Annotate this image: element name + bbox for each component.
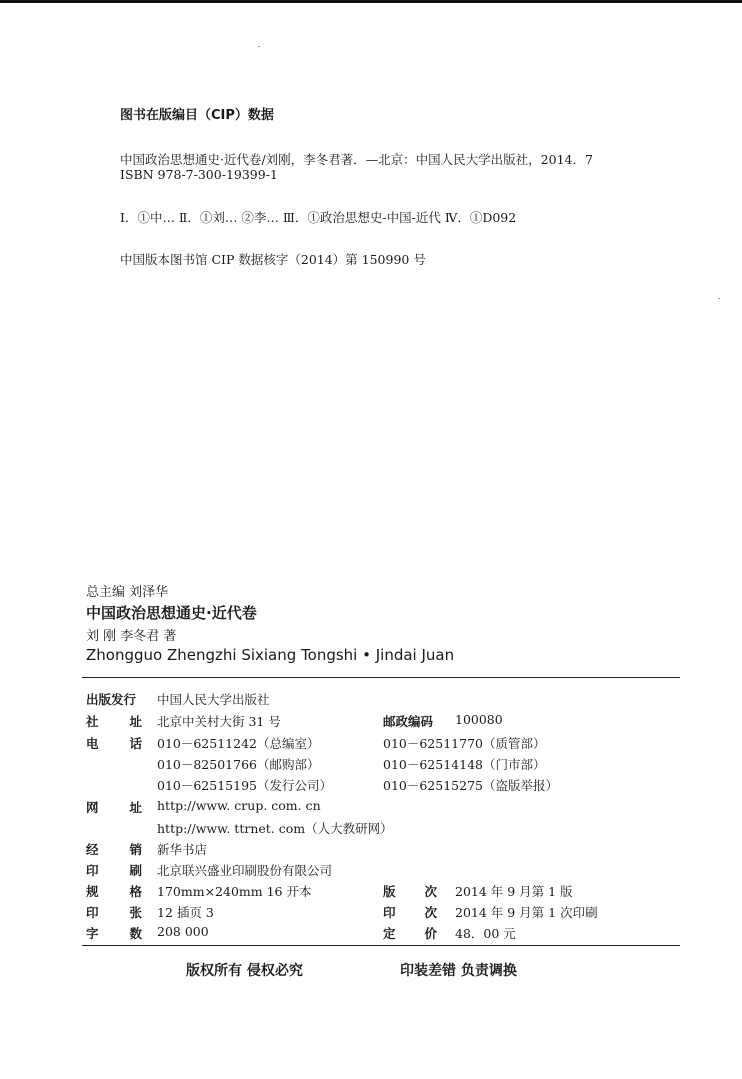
price-label-char: 价 bbox=[424, 926, 437, 941]
spec-value: 170mm×240mm 16 开本 bbox=[157, 884, 312, 899]
sheets-value: 12 插页 3 bbox=[157, 905, 214, 920]
edition-label bbox=[383, 882, 437, 900]
colophon-top-rule bbox=[82, 677, 680, 678]
printer-label-char: 印 bbox=[86, 863, 99, 878]
website-label bbox=[86, 798, 142, 816]
edition-label-char: 次 bbox=[424, 884, 437, 899]
price-value: 48．00 元 bbox=[455, 926, 516, 941]
publisher-value: 中国人民大学出版社 bbox=[157, 692, 270, 707]
address-label-char: 址 bbox=[129, 714, 142, 729]
phone-label bbox=[86, 734, 142, 752]
phone-left-3: 010－62515195（发行公司） bbox=[157, 778, 332, 793]
top-border-line bbox=[0, 0, 742, 3]
cip-bibliographic-line: 中国政治思想通史·近代卷/刘刚，李冬君著．—北京：中国人民大学出版社，2014．7 bbox=[120, 152, 593, 167]
website-link-2[interactable]: http://www. ttrnet. com（人大教研网） bbox=[157, 821, 393, 836]
distributor-label-char: 销 bbox=[129, 842, 142, 857]
spec-label-char: 格 bbox=[129, 884, 142, 899]
cip-data-number: 中国版本图书馆 CIP 数据核字（2014）第 150990 号 bbox=[120, 252, 426, 267]
chief-editor: 总主编 刘泽华 bbox=[86, 585, 169, 600]
price-label-char: 定 bbox=[383, 926, 396, 941]
word-count-label bbox=[86, 924, 142, 942]
edition-value: 2014 年 9 月第 1 版 bbox=[455, 884, 573, 899]
phone-right-1: 010－62511770（质管部） bbox=[383, 736, 546, 751]
postcode-value: 100080 bbox=[455, 712, 503, 727]
phone-right-3: 010－62515275（盗版举报） bbox=[383, 778, 558, 793]
phone-right-2: 010－62514148（门市部） bbox=[383, 757, 546, 772]
distributor-label bbox=[86, 840, 142, 858]
printer-label-char: 刷 bbox=[129, 863, 142, 878]
misprint-notice: 印装差错 负责调换 bbox=[400, 963, 517, 979]
sheets-label-char: 印 bbox=[86, 905, 99, 920]
cip-subject-line: Ⅰ．①中… Ⅱ．①刘… ②李… Ⅲ．①政治思想史-中国-近代 Ⅳ．①D092 bbox=[120, 210, 517, 225]
website-label-char: 址 bbox=[129, 800, 142, 815]
printer-value: 北京联兴盛业印刷股份有限公司 bbox=[157, 863, 333, 878]
copyright-notice: 版权所有 侵权必究 bbox=[186, 963, 303, 979]
phone-left-2: 010－82501766（邮购部） bbox=[157, 757, 320, 772]
phone-left-1: 010－62511242（总编室） bbox=[157, 736, 320, 751]
publisher-label: 出版发行 bbox=[86, 692, 137, 707]
impression-value: 2014 年 9 月第 1 次印刷 bbox=[455, 905, 598, 920]
price-label bbox=[383, 924, 437, 942]
phone-label-char: 话 bbox=[129, 736, 142, 751]
scan-speck bbox=[718, 298, 720, 299]
distributor-value: 新华书店 bbox=[157, 842, 208, 857]
impression-label-char: 次 bbox=[424, 905, 437, 920]
cip-title: 图书在版编目（CIP）数据 bbox=[120, 108, 274, 123]
scan-speck bbox=[258, 46, 260, 47]
phone-label-char: 电 bbox=[86, 736, 99, 751]
sheets-label bbox=[86, 903, 142, 921]
word-count-value: 208 000 bbox=[157, 924, 209, 939]
impression-label-char: 印 bbox=[383, 905, 396, 920]
address-label-char: 社 bbox=[86, 714, 99, 729]
website-link-1[interactable]: http://www. crup. com. cn bbox=[157, 798, 321, 813]
book-authors: 刘 刚 李冬君 著 bbox=[86, 629, 177, 644]
edition-label-char: 版 bbox=[383, 884, 396, 899]
cip-isbn: ISBN 978-7-300-19399-1 bbox=[120, 167, 278, 182]
impression-label bbox=[383, 903, 437, 921]
postcode-label: 邮政编码 bbox=[383, 714, 434, 729]
sheets-label-char: 张 bbox=[129, 905, 142, 920]
word-count-label-char: 数 bbox=[129, 926, 142, 941]
spec-label-char: 规 bbox=[86, 884, 99, 899]
distributor-label-char: 经 bbox=[86, 842, 99, 857]
address-value: 北京中关村大街 31 号 bbox=[157, 714, 281, 729]
address-label bbox=[86, 712, 142, 730]
colophon-bottom-rule bbox=[82, 945, 680, 946]
printer-label bbox=[86, 861, 142, 879]
book-title: 中国政治思想通史·近代卷 bbox=[86, 604, 257, 622]
word-count-label-char: 字 bbox=[86, 926, 99, 941]
spec-label bbox=[86, 882, 142, 900]
website-label-char: 网 bbox=[86, 800, 99, 815]
book-title-pinyin: Zhongguo Zhengzhi Sixiang Tongshi • Jindai Juan bbox=[86, 646, 455, 664]
